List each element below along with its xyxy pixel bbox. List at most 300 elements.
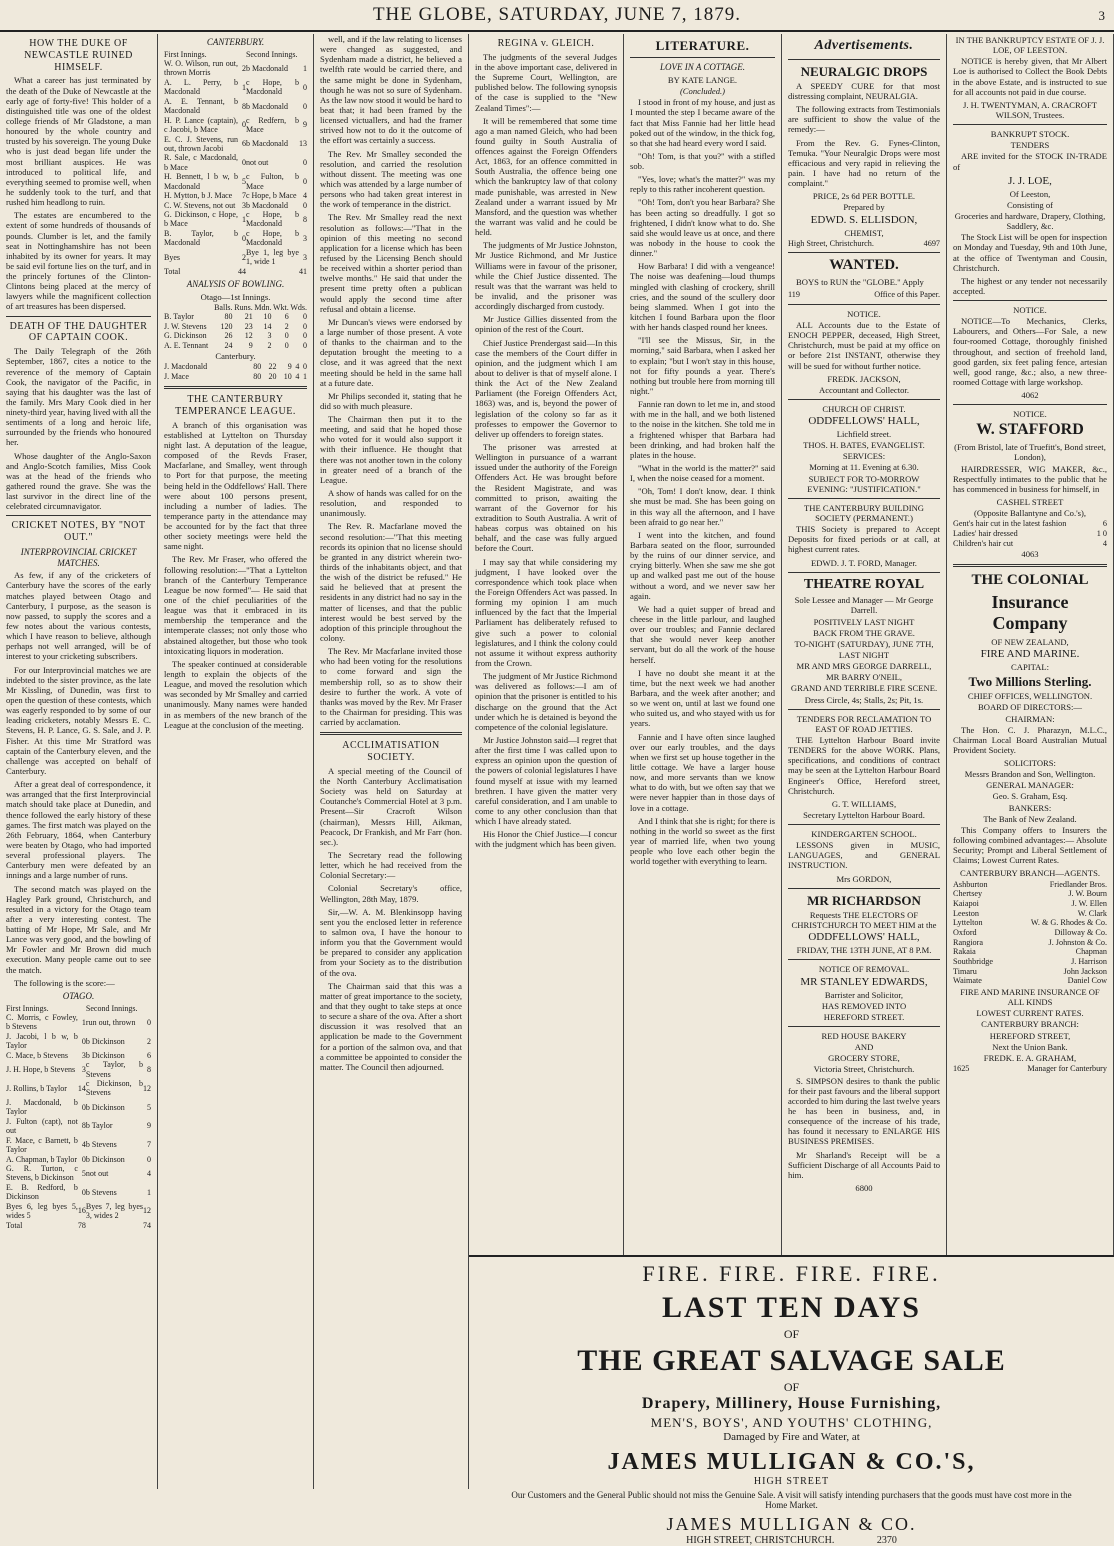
ad-line: MR AND MRS GEORGE DARRELL,	[796, 661, 932, 672]
banner-line: Drapery, Millinery, House Furnishing,	[641, 1395, 942, 1412]
banner-line	[469, 1535, 1114, 1546]
ad-text: From the Rev. G. Fynes-Clinton, Temuka. "Your Neuralgic Drops were most efficacious and very rapid in relieving the pain. I have had no return of the complaint."	[788, 137, 940, 189]
list-item-label: Rangiora	[953, 937, 984, 947]
score-cell: A. Chapman, b Taylor	[6, 1154, 78, 1164]
scorecard-otago	[6, 1004, 151, 1231]
table-row	[6, 1051, 151, 1060]
banner-line: MEN'S, BOYS', AND YOUTHS' CLOTHING,	[650, 1415, 933, 1430]
score-cell: 3	[241, 200, 246, 210]
score-cell: Balls.	[214, 302, 233, 312]
score-header: First Innings.	[164, 49, 207, 59]
score-cell: b Stevens	[85, 1187, 117, 1197]
story-continued: (Concluded.)	[679, 86, 726, 97]
ad-line: The Bank of New Zealand.	[983, 813, 1077, 824]
ad-name: J. H. TWENTYMAN, A. CRACROFT WILSON, Trustees.	[962, 99, 1097, 120]
list-item-label: Kaiapoi	[953, 898, 979, 908]
ad-line: AND	[854, 1042, 874, 1053]
score-cell: A. E. Tennant, b Macdonald	[164, 96, 238, 116]
list-item	[953, 539, 1107, 549]
section-headline: LITERATURE.	[655, 38, 750, 53]
score-cell: Runs.	[234, 302, 253, 312]
table-row	[164, 331, 307, 340]
divider	[788, 709, 940, 710]
story-paragraph: Fannie and I have often since laughed over our early troubles, and the days when we first set up house together in the little cottage. We have a larger house now, and more servants than we know what to do with, but we often say that we were never happier than in those days of love in a cottage.	[630, 731, 775, 813]
article-paragraph: The second match was played on the Hagley Park ground, Christchurch, and resulted in a victory for the Otago team after a very interesting contest. The batting of Mr Hope, Mr Sale, and Mr Lance was very good, and the bowling of Mr Fowler and Mr Brown did much execution. Many people came out to see the match.	[6, 883, 151, 975]
ad-text: A SPEEDY CURE for that most distressing complaint, NEURALGIA.	[788, 80, 940, 101]
score-cell: 0	[147, 1154, 151, 1164]
list-item-label: Chertsey	[953, 889, 983, 899]
score-cell: 5	[81, 1168, 86, 1178]
score-cell: A. E. Tennant	[164, 340, 209, 350]
article-headline: ACCLIMATISATION SOCIETY.	[342, 740, 440, 764]
score-cell: J. Fulton (capt), not out	[6, 1116, 78, 1136]
score-cell: 13	[299, 139, 307, 149]
ad-name: FREDK. JACKSON,	[827, 373, 901, 384]
score-cell: Mdn.	[254, 302, 272, 312]
list-item	[953, 938, 1107, 948]
article-paragraph: The Rev. Mr Macfarlane invited those who had been voting for the resolutions to come forward and sign the membership roll, so as to show their desire to further the work. A vote of thanks was moved by the Rev. Mr Fraser to the Chairman for presiding. This was carried by acclamation.	[320, 646, 462, 728]
divider	[953, 124, 1107, 125]
score-cell: H. P. Lance (captain), c Jacobi, b Mace	[164, 115, 238, 135]
story-paragraph: How Barbara! I did with a vengeance! The noise was deafening—loud thumps mingled with clashing of crockery, shrill cries, and the sound of the scullery door being slammed. When I got into the kitchen I found Barbara upon the floor with her hands clasped round her knees.	[630, 261, 775, 333]
ad-line: Requests THE ELECTORS OF CHRISTCHURCH TO MEET HIM at the	[791, 910, 937, 931]
divider	[788, 399, 940, 400]
score-cell: 120	[220, 321, 233, 331]
divider	[320, 732, 462, 735]
score-cell: 4	[303, 191, 307, 201]
ad-line: CHIEF OFFICES, WELLINGTON.	[967, 691, 1093, 702]
article-headline: HOW THE DUKE OF NEWCASTLE RUINED HIMSELF.	[24, 38, 133, 73]
list-item-label: Leeston	[953, 908, 979, 918]
score-cell: 0	[303, 362, 307, 372]
score-cell: B. Taylor	[164, 312, 194, 322]
ad-line: Of Leeston,	[1009, 188, 1051, 199]
article-paragraph: The Secretary read the following letter, which he had received from the Colonial Secretary:—	[320, 850, 462, 881]
list-item	[953, 918, 1107, 928]
table-row	[164, 229, 307, 248]
list-item-value: J. Johnston & Co.	[1048, 937, 1107, 947]
divider	[630, 57, 775, 58]
score-cell: 7	[241, 191, 246, 201]
article-paragraph: A show of hands was called for on the resolution, and responded to unanimously.	[320, 488, 462, 519]
score-cell	[164, 303, 212, 312]
ad-line: CHAIRMAN:	[1005, 713, 1055, 724]
banner-line: Our Customers and the General Public should not miss the Genuine Sale. A visit will satisfy intending purchasers that the goods must have cost more in the Home Market.	[511, 1490, 1072, 1510]
column-1	[0, 34, 158, 1489]
ad-title: CHURCH OF CHRIST.	[822, 403, 906, 414]
table-row	[164, 135, 307, 154]
banner-line: THE GREAT SALVAGE SALE	[577, 1344, 1006, 1377]
score-cell: 5	[241, 177, 246, 187]
column-5	[624, 34, 782, 1255]
banner-address: HIGH STREET, CHRISTCHURCH.	[686, 1535, 835, 1546]
ad-line: CANTERBURY BRANCH:	[981, 1019, 1079, 1030]
ad-name: ODDFELLOWS' HALL,	[808, 931, 920, 944]
score-cell: J. Macdonald	[164, 362, 208, 372]
score-cell: 6	[241, 139, 246, 149]
ad-line: Barrister and Solicitor,	[824, 989, 904, 1000]
table-row	[164, 97, 307, 116]
list-item	[953, 947, 1107, 957]
score-cell: 80	[253, 362, 262, 372]
ad-text: ARE invited for the STOCK IN-TRADE of	[953, 151, 1107, 172]
score-cell: 3	[81, 1064, 86, 1074]
ad-line: SERVICES:	[842, 451, 886, 462]
table-row	[164, 322, 307, 331]
score-total-label: Total	[164, 266, 181, 276]
score-cell: 2	[147, 1036, 151, 1046]
score-cell: 6	[147, 1050, 151, 1060]
ad-title: THE COLONIAL	[971, 572, 1089, 589]
ad-line: POSITIVELY LAST NIGHT	[813, 616, 915, 627]
ad-name: EDWD. S. ELLISDON,	[810, 213, 918, 226]
ad-name: FREDK. E. A. GRAHAM,	[983, 1052, 1077, 1063]
ad-text: S. SIMPSON desires to thank the public for their past favours and the liberal support accorded to him during the last twelve years he has been in business, and, in consequence of the increase of his trade, has found it necessary to ENLARGE HIS BUSINESS PREMISES.	[788, 1075, 941, 1147]
ad-line: HEREFORD STREET,	[989, 1030, 1071, 1041]
divider	[788, 959, 940, 960]
article-paragraph: The prisoner was arrested at Wellington in pursuance of a warrant issued under the authority of the Foreign Offenders Act. He was brought before the Resident Magistrate, and was committed to prison, awaiting the warrant of the Governor for his extradition to South Australia. A writ of habeas corpus was obtained on his behalf, and the case was fully argued before the Court.	[475, 442, 617, 554]
score-cell: 14	[263, 321, 272, 331]
list-item-value: W. & G. Rhodes & Co.	[1030, 918, 1107, 928]
score-cell: 21	[244, 312, 253, 322]
ad-number: 6800	[855, 1182, 873, 1193]
score-cell: 3	[81, 1050, 86, 1060]
page-number: 3	[1098, 8, 1106, 23]
table-row	[6, 1032, 151, 1051]
score-header: First Innings.	[6, 1003, 49, 1013]
article-paragraph: The Chairman said that this was a matter of great importance to the society, and that they ought to take steps at once to secure a share of the ova. After a short discussion it was resolved that an application be made to the Government for a portion of the salmon ova, and that a committee be appointed to consider the matter. The Council then adjourned.	[320, 980, 462, 1072]
ad-line: Victoria Street, Christchurch.	[813, 1064, 915, 1075]
divider	[788, 498, 940, 499]
ad-footer	[953, 1064, 1107, 1074]
table-row	[164, 210, 307, 229]
article-headline: THE CANTERBURY TEMPERANCE LEAGUE.	[175, 394, 296, 417]
list-item	[953, 889, 1107, 899]
score-cell: b Macdonald	[245, 101, 288, 111]
score-cell: 4	[147, 1168, 151, 1178]
banner-line: Damaged by Fire and Water, at	[723, 1431, 860, 1443]
article-paragraph: The judgment of Mr Justice Richmond was delivered as follows:—I am of opinion that the prisoner is entitled to his discharge on the ground that the Act under which he is detained is beyond the competence of the colonial legislature.	[475, 671, 617, 732]
ad-line: Next the Union Bank.	[992, 1041, 1068, 1052]
ad-line: CANTERBURY BRANCH—AGENTS.	[959, 868, 1101, 879]
ad-title: KINDERGARTEN SCHOOL.	[811, 829, 917, 840]
article-paragraph: The estates are encumbered to the extent of some hundreds of thousands of pounds. Clumber is let, and the family seat in Nottinghamshire has not been inhabited by its owner for years. It may be said evil fortune lies on the turf, and in the princely fortunes of the Clinton-Clintons being placed at the mercy of lawyers while the magnificent collection of art treasures has been dispersed.	[6, 210, 151, 312]
ad-title: Insurance Company	[991, 592, 1069, 634]
list-item-value: 1 0	[1096, 529, 1107, 538]
ad-line: BANKERS:	[1008, 802, 1052, 813]
score-cell: 1	[303, 371, 307, 381]
article-paragraph: well, and if the law relating to licenses were changed as suggested, and Sydenham made a district, he believed a twelfth rate would be carried there, and the same might be done in Sydenham, though he was not so sure of Sydenham. As the law now stood it would be hard to beat that; it had been framed by the licensed victuallers, and had the framer strived how not to do it the outcome of the effort was certainly a success.	[320, 34, 462, 146]
ad-line: HEREFORD STREET.	[823, 1011, 905, 1022]
score-cell: 1	[81, 1017, 86, 1027]
score-cell: G. Dickinson, c Hope, b Mace	[164, 210, 238, 229]
ad-line: HAS REMOVED INTO	[821, 1000, 907, 1011]
table-row	[6, 1117, 151, 1136]
score-cell: B. Taylor, b Macdonald	[164, 228, 238, 248]
ad-line: Sole Lessee and Manager — Mr George Darrell.	[794, 595, 934, 616]
ad-text: THIS Society is prepared to Accept Deposits for fixed periods or at call, at highest current rates.	[788, 524, 940, 555]
score-cell: 0	[241, 120, 246, 130]
table-row	[6, 1013, 151, 1032]
score-cell: not out	[85, 1168, 109, 1178]
bowling-analysis	[164, 303, 307, 350]
article-headline: CRICKET NOTES, BY "NOT OUT."	[11, 520, 146, 544]
score-cell: W. O. Wilson, run out, thrown Morris	[164, 59, 238, 78]
article-paragraph: Mr Philips seconded it, stating that he did so with much pleasure.	[320, 390, 462, 411]
divider	[953, 564, 1107, 567]
ad-line: CAPITAL:	[1011, 661, 1049, 672]
score-title: CANTERBURY.	[206, 37, 265, 47]
table-row	[6, 1136, 151, 1155]
article-paragraph: I may say that while considering my judgment, I have looked over the correspondence which took place when the Foreign Offenders Act was passed. In forming my opinion I am much influenced by the fact that the Imperial Parliament has deliberately refused to give such a power to colonial legislatures, and I think the colony could not assume it without express authority from the Crown.	[475, 556, 617, 668]
list-item-value: 4	[1102, 538, 1107, 548]
score-cell: H. Mytton, b J. Mace	[164, 191, 233, 201]
score-cell: c Hope, b Macdonald	[245, 210, 299, 229]
banner-number: 2370	[876, 1535, 897, 1546]
score-cell: 3	[303, 252, 307, 262]
article-paragraph: The following is the score:—	[14, 977, 115, 988]
article-paragraph: After a great deal of correspondence, it was arranged that the first Interprovincial match should take place at Dunedin, and thence followed the early history of these games. The first match was played on the 26th February, 1864, when Canterbury were beaten by Otago, who had imported several professional players. The Canterbury men were defeated by an innings and a large number of runs.	[6, 779, 151, 881]
ad-line: FIRE AND MARINE.	[980, 647, 1080, 660]
list-item-label: Children's hair cut	[953, 538, 1014, 548]
score-cell: 0	[81, 1036, 86, 1046]
divider	[953, 404, 1107, 405]
list-item-label: Lyttelton	[953, 918, 983, 928]
column-4	[469, 34, 624, 1255]
ad-title: NEURALGIC DROPS	[800, 63, 928, 79]
ad-text: The highest or any tender not necessarily accepted.	[953, 275, 1107, 296]
ad-text: This Company offers to Insurers the following combined advantages:— Absolute Security; Prompt and Liberal Settlement of Claims; Lowest Current Rates.	[953, 824, 1107, 866]
ad-line: GENERAL MANAGER:	[986, 780, 1074, 791]
score-cell: 8	[81, 1121, 86, 1131]
score-cell: 4	[295, 371, 300, 381]
list-item-value: Dilloway & Co.	[1054, 927, 1107, 937]
score-cell: 0	[303, 321, 307, 331]
list-item	[953, 529, 1107, 539]
score-cell: 4	[295, 362, 300, 372]
article-paragraph: The Chairman then put it to the meeting, and said that he hoped those who voted for it would also support it with their influence. He thought that there was not another town in the colony in greater need of a branch of the League.	[320, 414, 462, 485]
ad-line: Groceries and hardware, Drapery, Clothing, Saddlery, &c.	[954, 210, 1106, 232]
article-paragraph: For our Interprovincial matches we are indebted to the sister province, as the late Mr Kissling, of Dunedin, was first to open the question of these contests, which was eagerly responded to by some of our leading cricketers, notably Messrs E. C. Stevens, H. P. Lance, G. S. Sale, and J. P. Fisher. At this time Mr Stratford was captain of the Canterbury eleven, and the challenge was accepted on behalf of Canterbury.	[6, 664, 151, 776]
score-cell: 0	[303, 101, 307, 111]
ad-number: 4697	[923, 238, 940, 248]
score-cell: c Hope, b Macdonald	[245, 228, 299, 248]
story-paragraph: "Oh! Tom, is that you?" with a stifled sob.	[630, 150, 775, 172]
list-item-label: Timaru	[953, 966, 977, 976]
score-cell: 2	[267, 340, 272, 350]
score-cell: 1	[241, 82, 246, 92]
ad-number: 119	[788, 290, 800, 300]
ad-text: The following extracts from Testimonials are sufficient to show the value of the remedy:—	[788, 104, 940, 135]
list-item	[953, 928, 1107, 938]
score-cell: 10	[263, 312, 272, 322]
table-row	[164, 78, 307, 97]
article-subheadline: INTERPROVINCIAL CRICKET MATCHES.	[20, 547, 137, 568]
agents-list	[953, 880, 1107, 986]
article-paragraph: The Rev. Mr Fraser, who offered the following resolution:—"That a Lyttelton branch of the Canterbury Temperance League be now formed"— He said that one of the chief peculiarities of the league was that it embraced in its membership the temperance and the intemperate classes; not only those who abstained altogether, but those who took intoxicating liquors in moderation.	[164, 554, 307, 656]
divider	[788, 572, 940, 573]
score-cell: 20	[268, 371, 277, 381]
article-paragraph: Chief Justice Prendergast said—In this case the members of the Court differ in opinion, and the judgment which I am about to deliver is that of myself alone. I think the Act of the New Zealand Parliament (the Foreign Offenders Act, 1863) was, and is, beyond the power of legislation of the colony so far as it professes to empower the Governor to deliver up offenders to foreign states.	[475, 337, 617, 439]
list-item-value: J. W. Ellen	[1071, 898, 1107, 908]
story-paragraph: "I'll see the Missus, Sir, in the morning," said Barbara, when I asked her to explain; "but I won't stay in this house, not for fifty pounds a year. There's nothing but trouble here from morning till night."	[630, 335, 775, 397]
ad-text: BOYS to RUN the "GLOBE." Apply	[796, 277, 924, 287]
ad-line: (Opposite Ballantyne and Co.'s),	[973, 508, 1087, 519]
score-cell: b Macdonald	[245, 200, 288, 210]
score-cell: 0	[284, 340, 289, 350]
score-cell: 0	[241, 233, 246, 243]
ad-footer	[788, 290, 940, 300]
score-total: 78	[77, 1220, 86, 1230]
ad-line: CHEMIST,	[844, 227, 884, 238]
section-headline: Advertisements.	[814, 38, 914, 53]
score-total: 74	[143, 1220, 151, 1230]
score-title: OTAGO.	[62, 990, 95, 1001]
score-cell: 12	[143, 1206, 151, 1216]
ad-text: The Hon. C. J. Pharazyn, M.L.C., Chairman Local Board Australian Mutual Provident Society.	[953, 724, 1107, 755]
list-item-value: Friedlander Bros.	[1049, 879, 1107, 889]
ad-line: Manager for Canterbury	[1027, 1063, 1107, 1073]
score-cell: 3	[303, 233, 307, 243]
list-item	[953, 899, 1107, 909]
ad-line: Office of this Paper.	[874, 290, 940, 300]
banner-line: HIGH STREET	[753, 1476, 830, 1487]
ad-line: Dress Circle, 4s; Stalls, 2s; Pit, 1s.	[804, 694, 924, 705]
score-cell: 1	[303, 63, 307, 73]
ad-line: LAST NIGHT	[838, 649, 890, 660]
list-item	[953, 957, 1107, 967]
score-cell: b Macdonald	[245, 63, 288, 73]
ad-line: THOS. H. BATES, EVANGELIST.	[803, 440, 925, 451]
article-paragraph: The Rev. R. Macfarlane moved the second resolution:—"That this meeting records its opinion that no license should be granted in any district wherein two-thirds of the inhabitants object, and that the wish of the district be refused." He said he believed that at present the residents in any district had no say in the matter of licenses, and that the public interest would be best served by the adoption of this principle throughout the colony.	[320, 521, 462, 644]
score-cell: 0	[303, 331, 307, 341]
ad-address: High Street, Christchurch.	[788, 238, 874, 248]
score-cell: b Taylor	[85, 1121, 113, 1131]
article-paragraph: Mr Duncan's views were endorsed by a large number of those present. A vote of thanks to the chairman and to the deputation brought the meeting to a close, and it was agreed that the next meeting should be held in the same hall at a future date.	[320, 316, 462, 388]
table-row	[164, 248, 307, 267]
banner-line: OF	[783, 1327, 800, 1341]
ad-line: Secretary Lyttelton Harbour Board.	[803, 809, 925, 820]
story-paragraph: We had a quiet supper of bread and cheese in the little parlour, and laughed over our troubles; and Fannie declared that she would never keep another servant, but do all the work of the house herself.	[630, 603, 775, 665]
story-paragraph: "Oh! Tom, don't you hear Barbara? She has been acting so dreadfully. I got so frightened, I didn't know what to do. She said she would leave us at once, and there was nobody in the house to cook the dinner."	[630, 197, 775, 259]
ad-line: FRIDAY, THE 13TH JUNE, AT 8 P.M.	[796, 945, 932, 956]
table-row	[6, 1164, 151, 1183]
article-paragraph: What a career has just terminated by the death of the Duke of Newcastle at the early age of forty-five! This holder of a distinguished title was one of the oldest college friends of Mr Gladstone, a man honoured by the whole country and trusted by his sovereign. The young Duke who is just dead began life under the most brilliant auspices. He was introduced to political life, and everything seemed to promise well, when he suddenly took to the turf, and that rushed him headlong to ruin.	[6, 75, 151, 208]
table-row	[6, 1079, 151, 1098]
masthead-title: THE GLOBE, SATURDAY, JUNE 7, 1879.	[372, 4, 742, 25]
ad-line: GROCERY STORE,	[828, 1053, 900, 1064]
list-item-label: Gent's hair cut in the latest fashion	[953, 519, 1067, 529]
score-cell: c Dickinson, b Stevens	[85, 1079, 143, 1098]
score-cell: 0	[303, 200, 307, 210]
ad-line: Accountant and Collector.	[819, 384, 909, 395]
score-cell: 6	[284, 312, 289, 322]
ad-line: MR BARRY O'NEIL,	[826, 672, 902, 683]
table-row	[164, 201, 307, 210]
score-cell: Byes 7, leg byes 3, wides 2	[85, 1201, 143, 1221]
list-item	[953, 967, 1107, 977]
column-6	[782, 34, 947, 1255]
score-cell: 3	[267, 331, 272, 341]
story-paragraph: I went into the kitchen, and found Barbara seated on the floor, surrounded by the ruins of our dinner service, and crying bitterly. When she saw me she got up and walked past me out of the house without a word, and we never saw her again.	[630, 529, 775, 601]
story-paragraph: "What in the world is the matter?" said I, when the noise ceased for a moment.	[630, 463, 775, 484]
ad-text: The Stock List will be open for inspection on Monday and Tuesday, 9th and 10th June, at the office of Twentyman and Cousin, Christchurch.	[953, 232, 1107, 273]
score-cell: 8	[241, 101, 246, 111]
score-cell: 0	[147, 1017, 151, 1027]
list-item-label: Oxford	[953, 927, 977, 937]
score-cell: c Fulton, b Mace	[245, 172, 299, 191]
ad-line: Lichfield street.	[836, 429, 892, 440]
article-paragraph: Colonial Secretary's office, Wellington, 28th May, 1879.	[320, 883, 462, 904]
list-item-label: Ladies' hair dressed	[953, 529, 1018, 538]
ad-name: J. J. LOE,	[1008, 174, 1052, 187]
score-cell: 12	[143, 1083, 151, 1093]
score-cell: b Dickinson	[85, 1036, 125, 1046]
table-row	[6, 1060, 151, 1079]
table-row	[6, 1202, 151, 1221]
ad-name: W. STAFFORD	[976, 421, 1084, 439]
banner-line: JAMES MULLIGAN & CO.	[666, 1514, 917, 1534]
table-row	[164, 153, 307, 172]
article-paragraph: It will be remembered that some time ago a man named Gleich, who had been found guilty in South Australia of offences against the Foreign Offenders Act, 1863, for an offence committed in South Australia, the offence being one which the bankruptcy law of that colony made punishable, was arrested in New Zealand under a warrant issued by Mr Mansford, and the question was whether the warrant was valid and he could be held.	[475, 115, 617, 238]
story-title: LOVE IN A COTTAGE.	[659, 62, 745, 73]
score-cell: J. Rollins, b Taylor	[6, 1083, 67, 1093]
ad-line: LOWEST CURRENT RATES.	[976, 1008, 1084, 1019]
column-3	[314, 34, 469, 1489]
price-list	[953, 519, 1107, 548]
ad-line: BACK FROM THE GRAVE.	[813, 627, 915, 638]
score-cell: 23	[244, 321, 253, 331]
article-paragraph: A special meeting of the Council of the North Canterbury Acclimatisation Society was held on Saturday at Coutanche's Commercial Hotel at 3 p.m. Present—Sir Cracroft Wilson (chairman), Messrs Hill, Aikman, Peacock, Dr Frankish, and Mr Farr (hon. sec.).	[320, 765, 462, 847]
score-cell: 0	[303, 82, 307, 92]
ad-title: TENDERS FOR RECLAMATION TO EAST OF ROAD JETTIES.	[796, 713, 932, 734]
table-row	[6, 1098, 151, 1117]
ad-name: EDWD. J. T. FORD, Manager.	[811, 557, 917, 568]
score-cell: c Hope, b Macdonald	[245, 77, 299, 97]
score-cell: A. L. Perry, b Macdonald	[164, 77, 238, 97]
ad-text: NOTICE—To Mechanics, Clerks, Labourers, and Others—For Sale, a new four-roomed Cottage, thoroughly finished throughout, and section of freehold land, good garden, six feet paling fence, artesian well, good range, &c.; also, a new three-roomed Cottage with large workshop.	[953, 316, 1107, 388]
scorecard-canterbury	[164, 50, 307, 277]
ad-price: PRICE, 2s 6d PER BOTTLE.	[812, 191, 916, 202]
score-cell: 9	[248, 340, 253, 350]
divider	[788, 824, 940, 825]
divider	[953, 300, 1107, 301]
ad-text: Mr Sharland's Receipt will be a Sufficient Discharge of all Accounts Paid to him.	[788, 1149, 940, 1180]
score-cell: b Dickinson	[85, 1154, 125, 1164]
ad-line: FIRE AND MARINE INSURANCE OF ALL KINDS	[960, 987, 1100, 1008]
story-paragraph: Fannie ran down to let me in, and stood with me in the hall, and we both listened to the noise in the kitchen. She told me in a frightened whisper that Barbara had been drinking, and had broken half the plates in the house.	[630, 399, 775, 460]
banner-line: OF	[783, 1380, 800, 1394]
score-cell: 22	[268, 362, 277, 372]
ad-line: BOARD OF DIRECTORS:—	[978, 702, 1082, 713]
article-paragraph: Mr Justice Johnston said—I regret that after the first time I was called upon to express an opinion upon the question of the powers of colonial legislatures I have found myself at issue with my learned brethren. I have given the matter very careful consideration, and I am unable to come to any other conclusion than that which I have already stated.	[475, 734, 617, 827]
ad-line: Messrs Brandon and Son, Wellington.	[964, 769, 1096, 780]
score-cell: Bye 1, leg bye 1, wide 1	[245, 247, 299, 267]
bowling-analysis	[164, 362, 307, 381]
ad-line: OF NEW ZEALAND,	[991, 636, 1069, 647]
score-cell: Wkt.	[272, 302, 289, 312]
list-item-value: J. W. Bourn	[1068, 889, 1107, 899]
score-cell: 10	[283, 371, 292, 381]
divider	[788, 888, 940, 889]
score-cell: b Dickinson	[85, 1050, 125, 1060]
score-cell: C. Morris, c Fowley, b Stevens	[6, 1012, 78, 1032]
divider	[788, 252, 940, 253]
score-cell: 2	[241, 252, 246, 262]
ad-name: G. T. WILLIAMS,	[831, 798, 897, 809]
article-paragraph: Mr Justice Gillies dissented from the opinion of the rest of the Court.	[475, 314, 617, 335]
table-row	[164, 59, 307, 78]
